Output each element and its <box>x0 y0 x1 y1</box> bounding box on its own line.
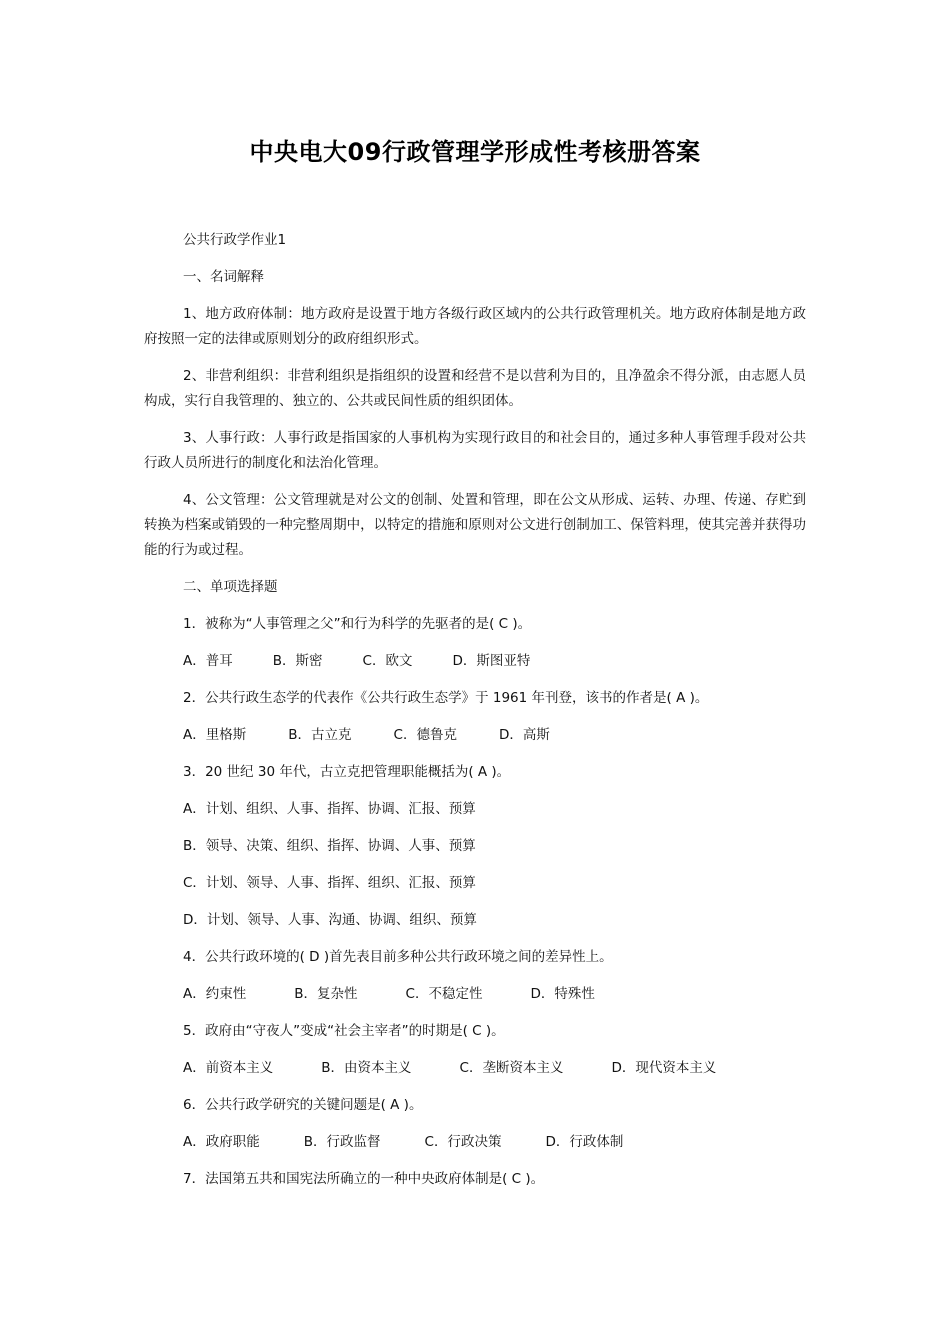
option-c: C．计划、领导、人事、指挥、组织、汇报、预算 <box>183 875 476 891</box>
option-c: C．行政决策 <box>424 1134 502 1150</box>
option-c: C．垄断资本主义 <box>459 1060 564 1076</box>
section-heading: 公共行政学作业1 <box>183 232 287 248</box>
option-b: B．行政监督 <box>303 1134 381 1150</box>
option-a: A．前资本主义 <box>183 1060 274 1076</box>
term-paragraph: 2、非营利组织：非营利组织是指组织的设置和经营不是以营利为目的，且净盈余不得分派，由志愿人员构成，实行自我管理的、独立的、公共或民间性质的组织团体。 <box>144 368 806 409</box>
option-b: B．复杂性 <box>294 986 358 1002</box>
question-6-options <box>183 1130 806 1155</box>
option-a: A．普耳 <box>183 653 233 669</box>
question-1: 1．被称为“人事管理之父”和行为科学的先驱者的是( C )。 <box>183 616 532 632</box>
question-3: 3．20 世纪 30 年代，古立克把管理职能概括为( A )。 <box>183 764 511 780</box>
option-d: D．特殊性 <box>530 986 595 1002</box>
question-2-options <box>183 723 806 748</box>
option-b: B．由资本主义 <box>321 1060 412 1076</box>
option-c: C．德鲁克 <box>393 727 457 743</box>
term-paragraph: 4、公文管理：公文管理就是对公文的创制、处置和管理，即在公文从形成、运转、办理、传递、存贮到转换为档案或销毁的一种完整周期中，以特定的措施和原则对公文进行创制加工、保管料理，使其完善并获得功能的行为或过程。 <box>144 492 806 558</box>
option-d: D．计划、领导、人事、沟通、协调、组织、预算 <box>183 912 477 928</box>
question-2: 2．公共行政生态学的代表作《公共行政生态学》于 1961 年刊登，该书的作者是( A )。 <box>183 690 709 706</box>
option-a: A．里格斯 <box>183 727 247 743</box>
part-heading-terms: 一、名词解释 <box>183 269 264 285</box>
option-b: B．古立克 <box>288 727 352 743</box>
option-d: D．斯图亚特 <box>452 653 531 669</box>
option-c: C．欧文 <box>362 653 413 669</box>
question-4: 4．公共行政环境的( D )首先表目前多种公共行政环境之间的差异性上。 <box>183 949 613 965</box>
option-a: A．计划、组织、人事、指挥、协调、汇报、预算 <box>183 801 476 817</box>
option-d: D．高斯 <box>498 727 550 743</box>
question-5-options <box>183 1056 806 1081</box>
document-body <box>144 228 806 1204</box>
term-paragraph: 1、地方政府体制：地方政府是设置于地方各级行政区域内的公共行政管理机关。地方政府体制是地方政府按照一定的法律或原则划分的政府组织形式。 <box>144 306 806 347</box>
question-4-options <box>183 982 806 1007</box>
question-7: 7．法国第五共和国宪法所确立的一种中央政府体制是( C )。 <box>183 1171 545 1187</box>
question-6: 6．公共行政学研究的关键问题是( A )。 <box>183 1097 423 1113</box>
document-title: 中央电大09行政管理学形成性考核册答案 <box>249 138 701 166</box>
option-b: B．斯密 <box>272 653 323 669</box>
part-heading-choice: 二、单项选择题 <box>183 579 278 595</box>
question-5: 5．政府由“守夜人”变成“社会主宰者”的时期是( C )。 <box>183 1023 505 1039</box>
term-paragraph: 3、人事行政：人事行政是指国家的人事机构为实现行政目的和社会目的，通过多种人事管理手段对公共行政人员所进行的制度化和法治化管理。 <box>144 430 806 471</box>
option-a: A．政府职能 <box>183 1134 260 1150</box>
option-a: A．约束性 <box>183 986 247 1002</box>
option-d: D．行政体制 <box>545 1134 624 1150</box>
question-1-options <box>183 649 806 674</box>
option-d: D．现代资本主义 <box>611 1060 717 1076</box>
option-b: B．领导、决策、组织、指挥、协调、人事、预算 <box>183 838 476 854</box>
option-c: C．不稳定性 <box>405 986 483 1002</box>
